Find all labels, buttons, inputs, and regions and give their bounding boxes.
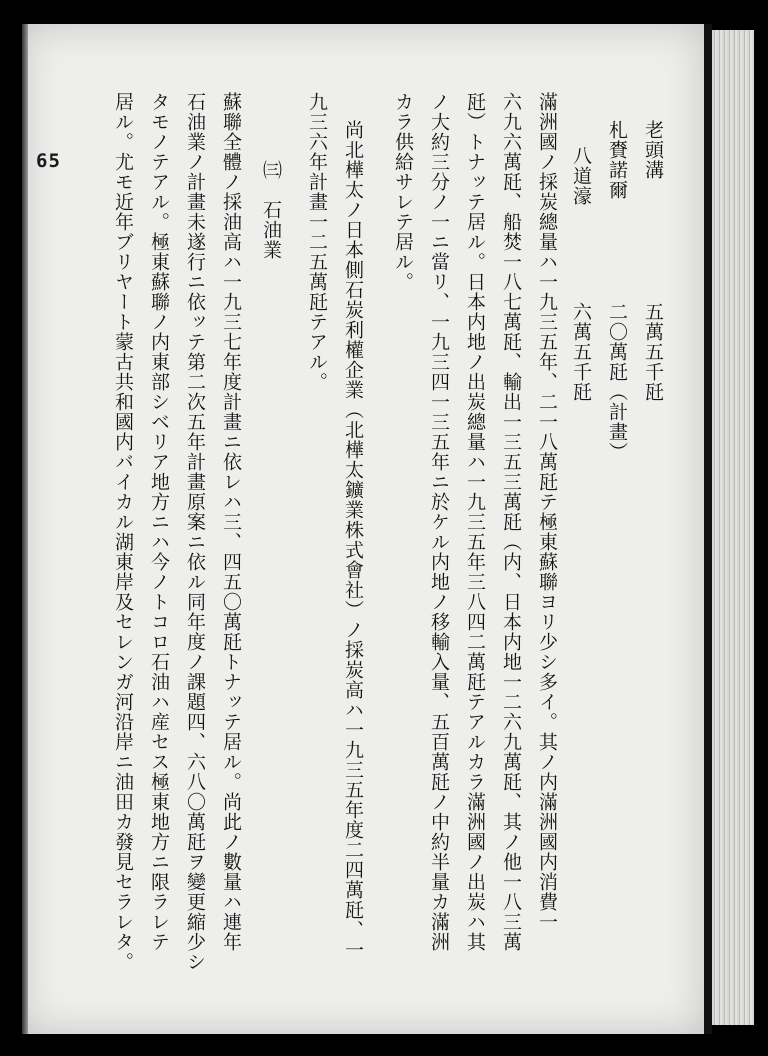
page-edge-shadow [704,24,712,1034]
book-spine-shadow [22,24,28,1034]
paragraph-line-9: 石油業ノ計畫未遂行ニ依ッテ第二次五年計畫原案ニ依ル同年度ノ課題四、六八〇萬瓩ヲ變更縮少シ [184,92,206,972]
item-amount-2: 二〇萬瓩（計畫） [606,302,628,462]
paragraph-line-2: 六九六萬瓩、船焚一八七萬瓩、輸出一三五三萬瓩（内、日本内地一二六九萬瓩、其ノ他一八三萬 [500,92,522,952]
paragraph-line-5: カラ供給サレテ居ル。 [392,92,414,292]
paragraph-line-7: 九三六年計畫一二五萬瓩テアル。 [306,92,328,392]
paragraph-line-6: 尚北樺太ノ日本側石炭利權企業（北樺太鑛業株式會社）ノ採炭高ハ一九三五年度二四萬瓩、一 [342,120,364,960]
paragraph-line-4: ノ大約三分ノ一ニ當リ、一九三四一三五年ニ於ケル内地ノ移輸入量、五百萬瓩ノ中約半量カ滿洲 [428,92,450,952]
paragraph-line-11: 居ル。尤モ近年ブリヤート蒙古共和國内バイカル湖東岸及セレンガ河沿岸ニ油田カ發見セラレタ。 [112,92,134,972]
paragraph-line-8: 蘇聯全體ノ採油高ハ一九三七年度計畫ニ依レハ三、四五〇萬瓩トナッテ居ル。尚此ノ數量ハ連年 [220,92,242,952]
item-name-3: 八道濠 [570,146,592,206]
item-name-1: 老頭溝 [642,120,664,180]
item-name-2: 札賚諾爾 [606,120,628,200]
page-number: 65 [36,150,61,172]
book-page-edges [712,30,754,1025]
section-heading-oil-industry: ㈢ 石油業 [260,160,282,260]
paragraph-line-1: 滿洲國ノ採炭總量ハ一九三五年、二一八萬瓩テ極東蘇聯ヨリ少シ多イ。其ノ内滿洲國内消費一 [536,92,558,932]
paragraph-line-3: 瓩）トナッテ居ル。日本内地ノ出炭總量ハ一九三五年三八四二萬瓩テアルカラ滿洲國ノ出炭ハ其 [464,92,486,952]
item-amount-1: 五萬五千瓩 [642,302,664,402]
item-amount-3: 六萬五千瓩 [570,302,592,402]
paragraph-line-10: タモノテアル。極東蘇聯ノ内東部シベリア地方ニハ今ノトコロ石油ハ産セス極東地方ニ限ラレテ [148,92,170,952]
